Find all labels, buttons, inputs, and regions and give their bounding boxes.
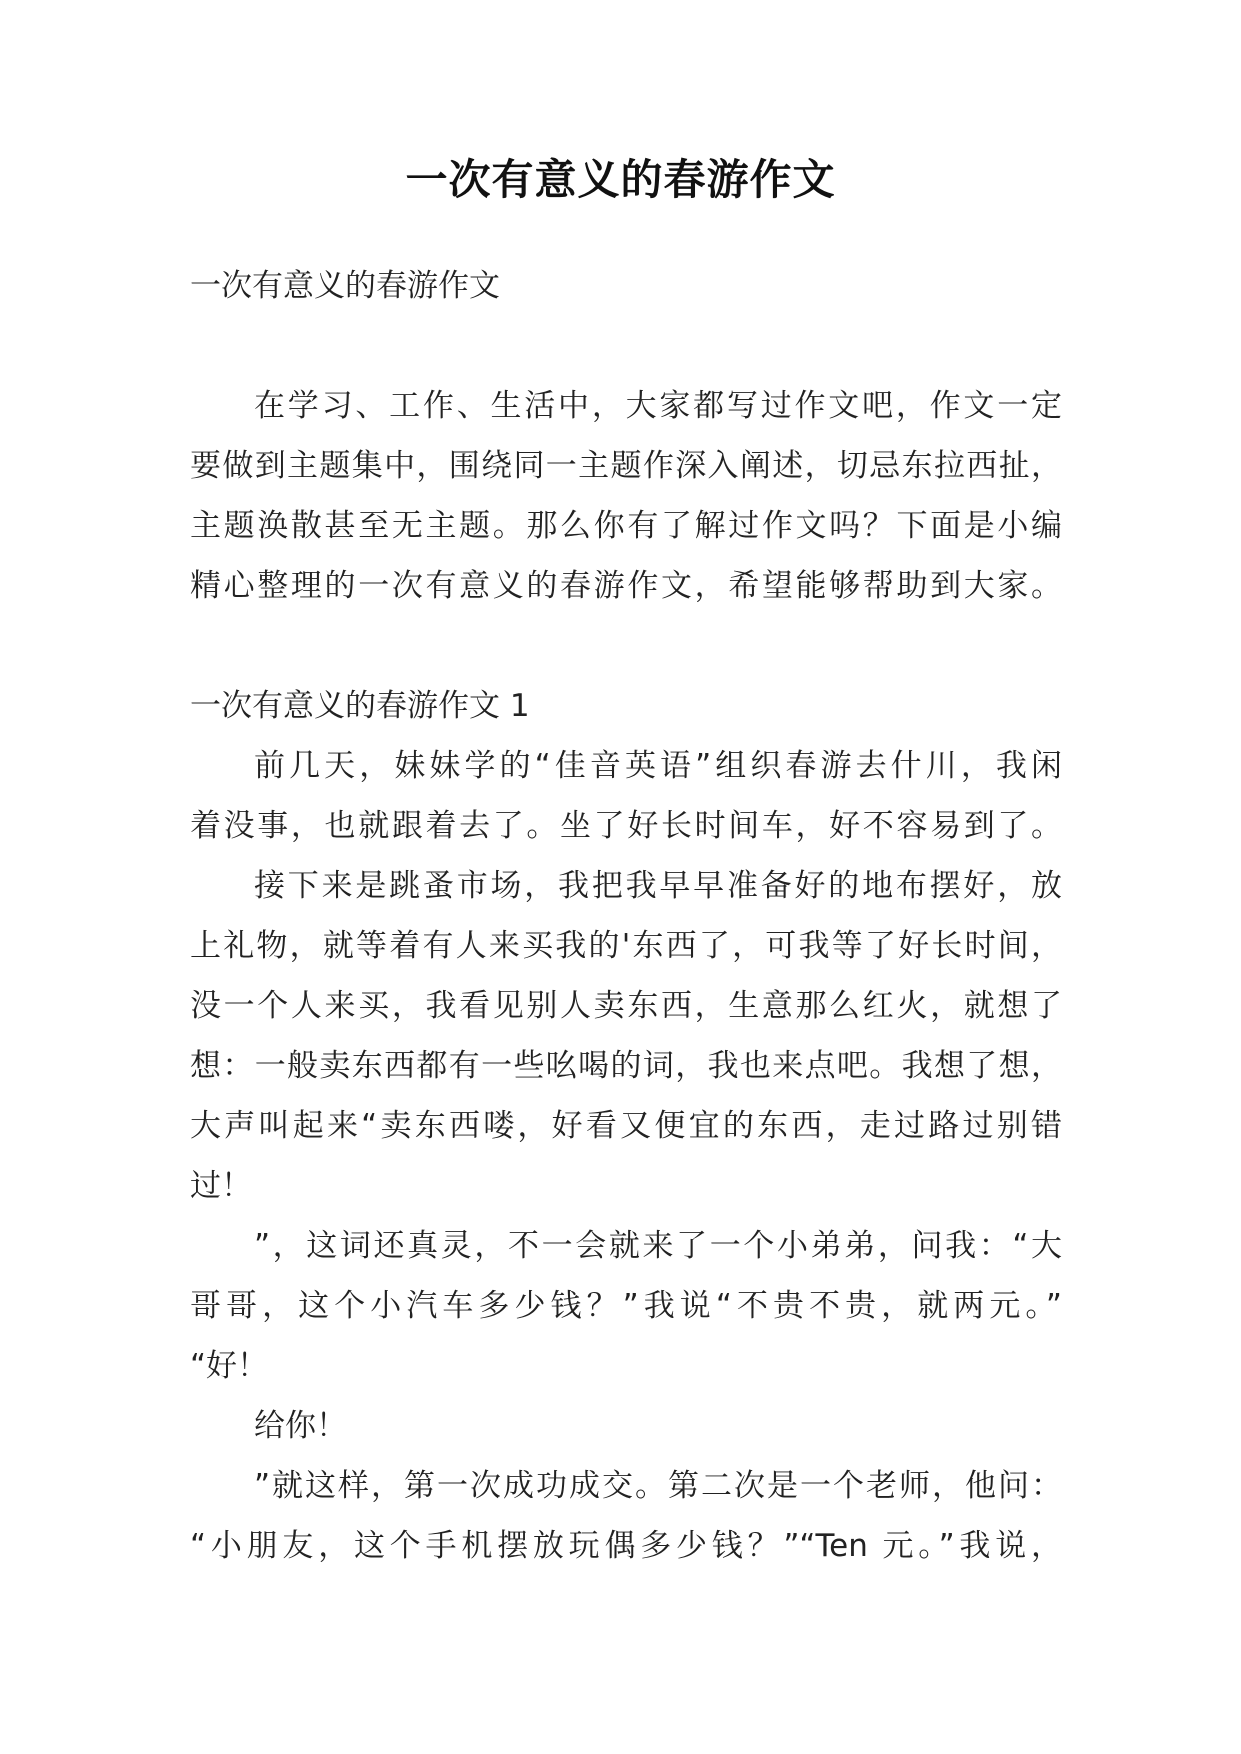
document-body <box>190 256 1062 1576</box>
text-line: 在学习、工作、生活中，大家都写过作文吧，作文一定 <box>254 388 1062 424</box>
text-line: 给你！ <box>254 1408 347 1444</box>
text-line: “小朋友，这个手机摆放玩偶多少钱？”“Ten 元。”我说， <box>190 1528 1062 1564</box>
section-body <box>190 736 1062 1576</box>
text-line: ”，这词还真灵，不一会就来了一个小弟弟，问我：“大 <box>254 1228 1062 1264</box>
text-line: 过！ <box>190 1168 252 1204</box>
text-line: 精心整理的一次有意义的春游作文，希望能够帮助到大家。 <box>190 568 1062 604</box>
text-line: 大声叫起来“卖东西喽，好看又便宜的东西，走过路过别错 <box>190 1108 1062 1144</box>
intro-paragraph <box>190 376 1062 616</box>
document-subtitle: 一次有意义的春游作文 <box>190 268 500 304</box>
text-line: 主题涣散甚至无主题。那么你有了解过作文吗？下面是小编 <box>190 508 1062 544</box>
text-line: 着没事，也就跟着去了。坐了好长时间车，好不容易到了。 <box>190 808 1062 844</box>
text-line: 要做到主题集中，围绕同一主题作深入阐述，切忌东拉西扯， <box>190 448 1062 484</box>
text-line: 没一个人来买，我看见别人卖东西，生意那么红火，就想了 <box>190 988 1062 1024</box>
text-line: 哥哥，这个小汽车多少钱？”我说“不贵不贵，就两元。” <box>190 1288 1062 1324</box>
text-line: ”就这样，第一次成功成交。第二次是一个老师，他问： <box>254 1468 1062 1504</box>
text-line: “好！ <box>190 1348 269 1384</box>
text-line: 上礼物，就等着有人来买我的'东西了，可我等了好长时间， <box>190 928 1062 964</box>
section-heading: 一次有意义的春游作文 1 <box>190 688 530 724</box>
text-line: 想：一般卖东西都有一些吆喝的词，我也来点吧。我想了想， <box>190 1048 1062 1084</box>
document-title: 一次有意义的春游作文 <box>405 155 836 204</box>
text-line: 前几天，妹妹学的“佳音英语”组织春游去什川，我闲 <box>254 748 1062 784</box>
text-line: 接下来是跳蚤市场，我把我早早准备好的地布摆好，放 <box>254 868 1062 904</box>
